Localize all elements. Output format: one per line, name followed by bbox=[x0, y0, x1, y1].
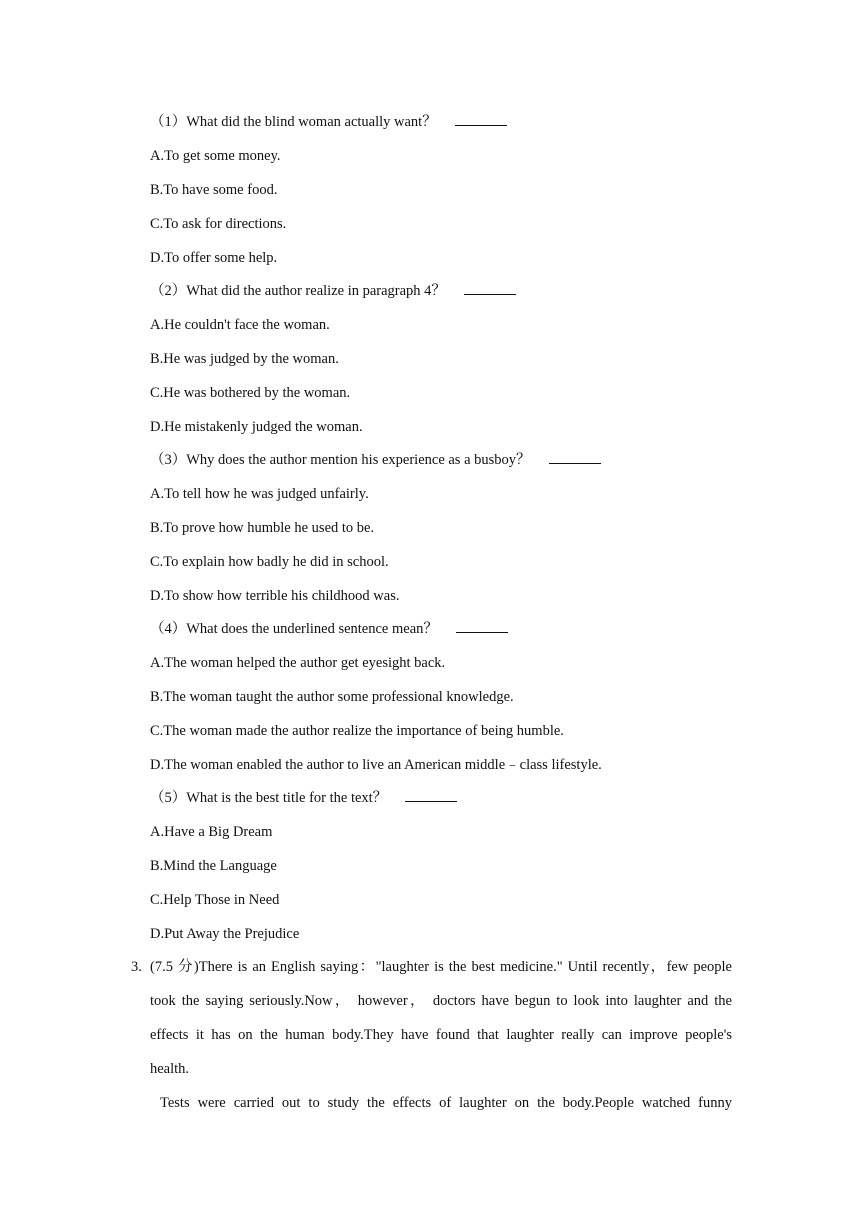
question-5-stem bbox=[150, 789, 457, 807]
question-4-option-d: D.The woman enabled the author to live an American middle﹣class lifestyle. bbox=[150, 757, 602, 773]
answer-blank-2 bbox=[464, 282, 516, 295]
question-3-option-a: A.To tell how he was judged unfairly. bbox=[150, 486, 369, 502]
question-1-stem bbox=[150, 113, 507, 131]
question-4-option-c: C.The woman made the author realize the importance of being humble. bbox=[150, 723, 564, 739]
passage-3-line-5: Tests were carried out to study the effects of laughter on the body.People watched funny bbox=[160, 1095, 732, 1111]
passage-3-line-1: (7.5 分)There is an English saying："laughter is the best medicine." Until recently，few people bbox=[150, 959, 732, 975]
question-5-option-b: B.Mind the Language bbox=[150, 858, 277, 874]
question-2-option-d: D.He mistakenly judged the woman. bbox=[150, 419, 363, 435]
question-4-stem bbox=[150, 620, 508, 638]
question-2-option-c: C.He was bothered by the woman. bbox=[150, 385, 351, 401]
passage-3-line-2: took the saying seriously.Now， however， doctors have begun to look into laughter and the bbox=[150, 993, 732, 1009]
question-5-option-d: D.Put Away the Prejudice bbox=[150, 926, 300, 942]
question-1-text: （1）What did the blind woman actually want？ bbox=[150, 114, 437, 130]
question-4-option-a: A.The woman helped the author get eyesight back. bbox=[150, 655, 446, 671]
question-5-option-c: C.Help Those in Need bbox=[150, 892, 280, 908]
question-4-text: （4）What does the underlined sentence mean？ bbox=[150, 621, 438, 637]
question-2-text: （2）What did the author realize in paragraph 4？ bbox=[150, 283, 446, 299]
question-2-option-b: B.He was judged by the woman. bbox=[150, 351, 339, 367]
answer-blank-1 bbox=[455, 113, 507, 126]
question-3-option-b: B.To prove how humble he used to be. bbox=[150, 520, 375, 536]
passage-3-number: 3. bbox=[131, 959, 142, 975]
question-3-text: （3）Why does the author mention his experience as a busboy？ bbox=[150, 452, 531, 468]
question-1-option-a: A.To get some money. bbox=[150, 148, 281, 164]
question-4-option-b: B.The woman taught the author some professional knowledge. bbox=[150, 689, 514, 705]
answer-blank-4 bbox=[456, 620, 508, 633]
question-5-option-a: A.Have a Big Dream bbox=[150, 824, 273, 840]
question-1-option-d: D.To offer some help. bbox=[150, 250, 278, 266]
question-2-option-a: A.He couldn't face the woman. bbox=[150, 317, 330, 333]
question-3-stem bbox=[150, 451, 601, 469]
question-3-option-d: D.To show how terrible his childhood was. bbox=[150, 588, 400, 604]
question-2-stem bbox=[150, 282, 516, 300]
answer-blank-5 bbox=[405, 789, 457, 802]
question-5-text: （5）What is the best title for the text？ bbox=[150, 790, 388, 806]
question-1-option-b: B.To have some food. bbox=[150, 182, 278, 198]
question-3-option-c: C.To explain how badly he did in school. bbox=[150, 554, 389, 570]
question-1-option-c: C.To ask for directions. bbox=[150, 216, 287, 232]
passage-3-line-3: effects it has on the human body.They have found that laughter really can improve people's bbox=[150, 1027, 732, 1043]
passage-3-line-4: health. bbox=[150, 1061, 190, 1077]
answer-blank-3 bbox=[549, 451, 601, 464]
